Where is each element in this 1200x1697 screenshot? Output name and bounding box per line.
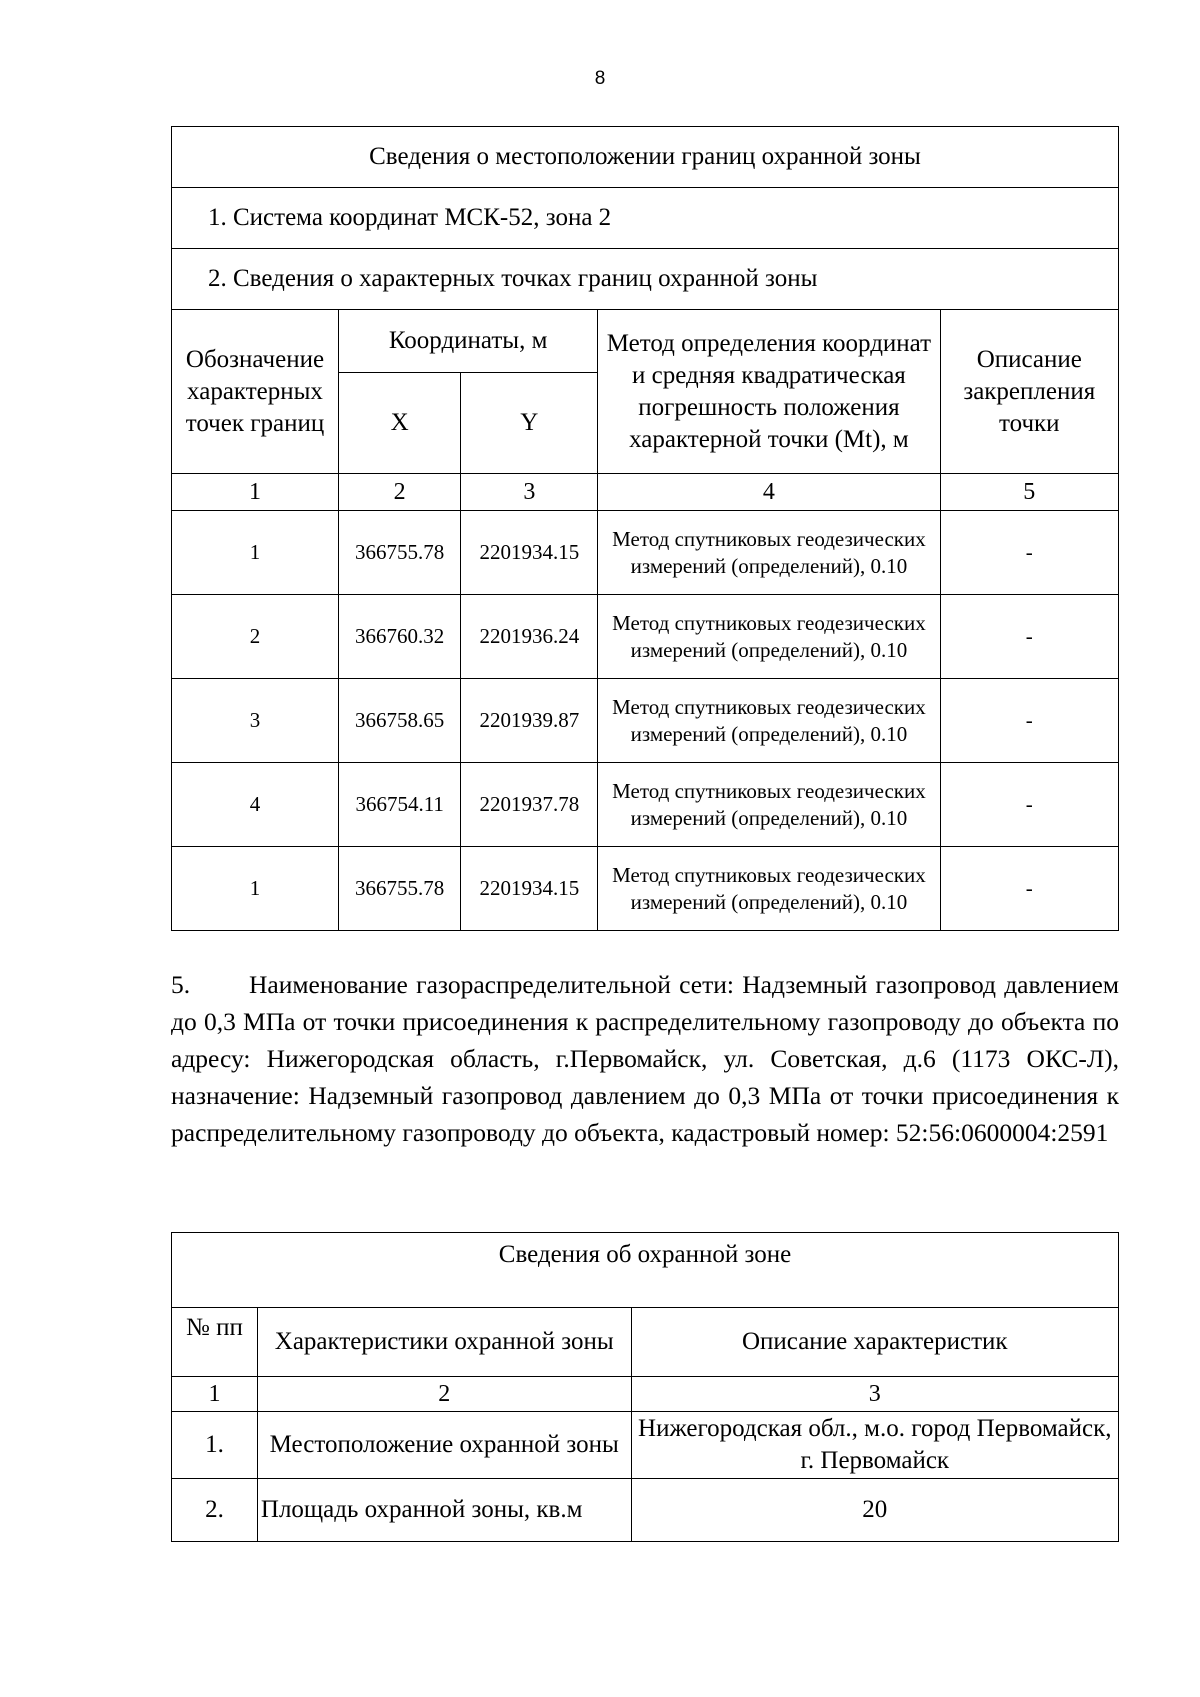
point-id: 3 (172, 679, 339, 763)
coord-x: 366755.78 (338, 511, 460, 595)
header-num: № пп (172, 1308, 258, 1377)
page-number: 8 (594, 68, 606, 89)
value-cell: Нижегородская обл., м.о. город Первомайск, г. Первомайск (631, 1412, 1118, 1479)
description-cell: - (940, 679, 1118, 763)
description-cell: - (940, 595, 1118, 679)
protection-zone-table (171, 1232, 1119, 1542)
row-number: 1. (172, 1412, 258, 1479)
method-cell: Метод спутниковых геодезических измерений (определений), 0.10 (598, 679, 940, 763)
coord-y: 2201934.15 (461, 511, 598, 595)
table-row (172, 595, 1119, 679)
table-row (172, 763, 1119, 847)
method-cell: Метод спутниковых геодезических измерений (определений), 0.10 (598, 847, 940, 931)
col-number: 1 (172, 1377, 258, 1412)
header-description: Описание закрепления точки (940, 310, 1118, 474)
gas-network-paragraph (171, 966, 1119, 1151)
table-row (172, 1479, 1119, 1542)
coord-x: 366755.78 (338, 847, 460, 931)
header-x: X (338, 373, 460, 474)
header-description: Описание характеристик (631, 1308, 1118, 1377)
point-id: 1 (172, 847, 339, 931)
header-coordinates: Координаты, м (338, 310, 597, 373)
coord-x: 366760.32 (338, 595, 460, 679)
col-number: 1 (172, 474, 339, 511)
characteristic-cell: Площадь охранной зоны, кв.м (257, 1479, 631, 1542)
description-cell: - (940, 511, 1118, 595)
table-row (172, 1412, 1119, 1479)
table-title: Сведения о местоположении границ охранной зоны (172, 127, 1119, 188)
characteristic-cell: Местоположение охранной зоны (257, 1412, 631, 1479)
col-number: 3 (631, 1377, 1118, 1412)
value-cell: 20 (631, 1479, 1118, 1542)
coord-y: 2201934.15 (461, 847, 598, 931)
table-row (172, 511, 1119, 595)
description-cell: - (940, 847, 1118, 931)
paragraph-text: Наименование газораспределительной сети: Надземный газопровод давлением до 0,3 МПа от точки присоединения к распределительному газопроводу до объекта по адресу: Нижегородская область, г.Первомайск, ул. Советская, д.6 (1173 ОКС-Л), назначение: Надземный газопровод давлением до 0,3 МПа от точки присоединения к распределительному газопроводу до объекта, кадастровый номер: 52:56:0600004:2591 (171, 970, 1119, 1147)
header-method: Метод определения координат и средняя квадратическая погрешность положения характерной точки (Mt), м (598, 310, 940, 474)
col-number: 2 (338, 474, 460, 511)
boundary-coordinates-table (171, 126, 1119, 931)
row-number: 2. (172, 1479, 258, 1542)
point-id: 1 (172, 511, 339, 595)
table-title: Сведения об охранной зоне (172, 1233, 1119, 1308)
header-designation: Обозначение характерных точек границ (172, 310, 339, 474)
header-y: Y (461, 373, 598, 474)
point-id: 4 (172, 763, 339, 847)
method-cell: Метод спутниковых геодезических измерений (определений), 0.10 (598, 763, 940, 847)
coord-x: 366758.65 (338, 679, 460, 763)
paragraph-number: 5. (171, 970, 191, 999)
col-number: 3 (461, 474, 598, 511)
table-row (172, 847, 1119, 931)
method-cell: Метод спутниковых геодезических измерений (определений), 0.10 (598, 595, 940, 679)
coord-y: 2201936.24 (461, 595, 598, 679)
coord-x: 366754.11 (338, 763, 460, 847)
table-row (172, 679, 1119, 763)
method-cell: Метод спутниковых геодезических измерений (определений), 0.10 (598, 511, 940, 595)
description-cell: - (940, 763, 1118, 847)
header-characteristics: Характеристики охранной зоны (257, 1308, 631, 1377)
coord-y: 2201937.78 (461, 763, 598, 847)
coord-y: 2201939.87 (461, 679, 598, 763)
points-section-title: 2. Сведения о характерных точках границ охранной зоны (172, 249, 1119, 310)
coordinate-system: 1. Система координат МСК-52, зона 2 (172, 188, 1119, 249)
col-number: 5 (940, 474, 1118, 511)
col-number: 4 (598, 474, 940, 511)
col-number: 2 (257, 1377, 631, 1412)
point-id: 2 (172, 595, 339, 679)
